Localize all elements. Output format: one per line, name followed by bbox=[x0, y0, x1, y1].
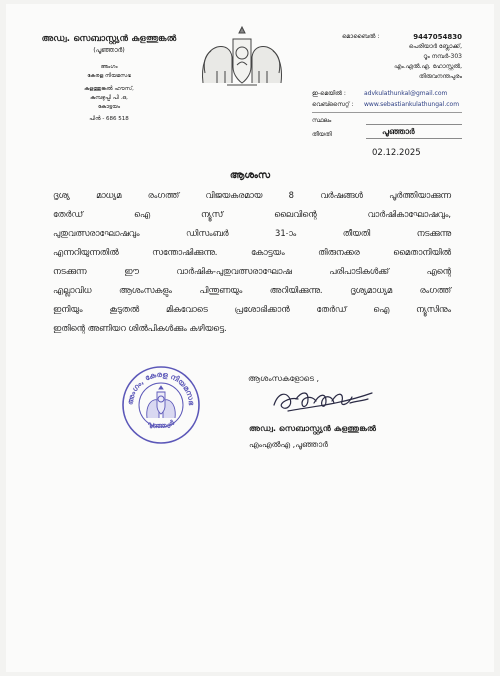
website-row bbox=[312, 101, 459, 109]
website-label: വെബ്സൈറ്റ് : bbox=[312, 101, 354, 108]
office-line-1: പെരിയാർ ബ്ലോക്ക്, bbox=[408, 43, 462, 50]
body-line: ദൃശ്യ മാധ്യമ രംഗത്ത് വിജയകരമായ 8 വർഷങ്ങൾ പൂർത്തിയാക്കുന്ന bbox=[53, 190, 451, 200]
phone-label: മൊബൈൽ : bbox=[342, 33, 380, 40]
email-link[interactable]: advkulathunkal@gmail.com bbox=[364, 90, 448, 97]
place-label: സ്ഥലം bbox=[312, 117, 332, 124]
letter-date: 02.12.2025 bbox=[372, 148, 421, 158]
address-line-1: കുളത്തുങ്കൽ ഹൗസ്, bbox=[84, 86, 134, 92]
body-line: ഇനിയും കൂടുതൽ മികവോടെ പ്രശോഭിക്കാൻ തേർഡ് ഐ ന്യൂസിനും bbox=[53, 304, 451, 314]
mla-name: അഡ്വ. സെബാസ്റ്റ്യൻ കുളത്തുങ്കൽ bbox=[41, 34, 177, 44]
body-line: എല്ലാവിധ ആശംസകളും പിന്തുണയും അറിയിക്കുന്നു. ദൃശ്യമാധ്യമ രംഗത്ത് bbox=[53, 285, 451, 295]
mla-role: അംഗം bbox=[100, 64, 118, 70]
address-pin: പിൻ - 686 518 bbox=[89, 116, 129, 122]
letter-body bbox=[53, 186, 451, 338]
letterhead-left bbox=[14, 34, 204, 124]
body-line: തേർഡ് ഐ ന്യൂസ് ലൈവിന്റെ വാർഷികാഘോഷവും, bbox=[53, 209, 451, 219]
office-line-2: റൂം നമ്പർ-303 bbox=[423, 53, 462, 60]
signer-name: അഡ്വ. സെബാസ്റ്റ്യൻ കുളത്തുങ്കൽ bbox=[249, 423, 377, 433]
email-row bbox=[312, 90, 447, 98]
place-line bbox=[366, 114, 462, 125]
body-line: പുതുവത്സരാഘോഷവും ഡിസംബർ 31-ാം തീയതി നടക്കുന്നു bbox=[53, 228, 451, 238]
website-link[interactable]: www.sebastiankulathungal.com bbox=[364, 101, 460, 108]
phone-row bbox=[312, 32, 462, 42]
official-seal-icon bbox=[120, 364, 202, 446]
header-divider bbox=[312, 112, 462, 113]
body-line: നടക്കുന്ന ഈ വാർഷിക-പുതുവത്സരാഘോഷ പരിപാടികൾക്ക് എന്റെ bbox=[53, 266, 451, 276]
seal-bottom-text: പൂഞ്ഞാർ bbox=[146, 418, 176, 431]
closing-text: ആശംസകളോടെ , bbox=[248, 374, 320, 383]
letterhead-right bbox=[312, 32, 462, 82]
address-line-3: കോട്ടയം bbox=[97, 104, 121, 110]
body-line: എന്നറിയുന്നതിൽ സന്തോഷിക്കുന്നു. കോട്ടയം തിരുനക്കര മൈതാനിയിൽ bbox=[53, 247, 451, 257]
date-field-line bbox=[366, 128, 462, 139]
email-label: ഇ-മെയിൽ : bbox=[312, 90, 346, 97]
seal-top-text: അംഗം, കേരള നിയമസഭ bbox=[125, 369, 197, 406]
office-line-3: എം.എൽ.എ. ഹോസ്റ്റൽ, bbox=[394, 63, 462, 70]
kerala-emblem-icon bbox=[197, 23, 287, 93]
signer-designation: എംഎൽഎ ,പൂഞ്ഞാർ bbox=[249, 440, 328, 449]
phone-number: 9447054830 bbox=[413, 33, 462, 41]
place-field bbox=[312, 114, 462, 125]
seal-emblem-icon bbox=[147, 386, 175, 418]
mla-constituency: (പൂഞ്ഞാർ) bbox=[93, 46, 125, 54]
signature-icon bbox=[268, 385, 378, 419]
address-line-2: കുമ്പഴുപ്പി പി .ഒ, bbox=[90, 95, 128, 101]
date-field-value: പൂഞ്ഞാർ bbox=[382, 127, 415, 136]
office-line-4: തിരുവനന്തപുരം bbox=[418, 73, 462, 80]
letter-title: ആശംസ bbox=[229, 170, 271, 181]
body-line: ഇതിന്റെ അണിയറ ശിൽപികൾക്കും കഴിയട്ടെ. bbox=[53, 323, 227, 333]
date-field-label: തീയതി bbox=[312, 131, 332, 138]
date-field bbox=[312, 128, 462, 139]
mla-assembly: കേരള നിയമസഭ bbox=[87, 73, 131, 79]
